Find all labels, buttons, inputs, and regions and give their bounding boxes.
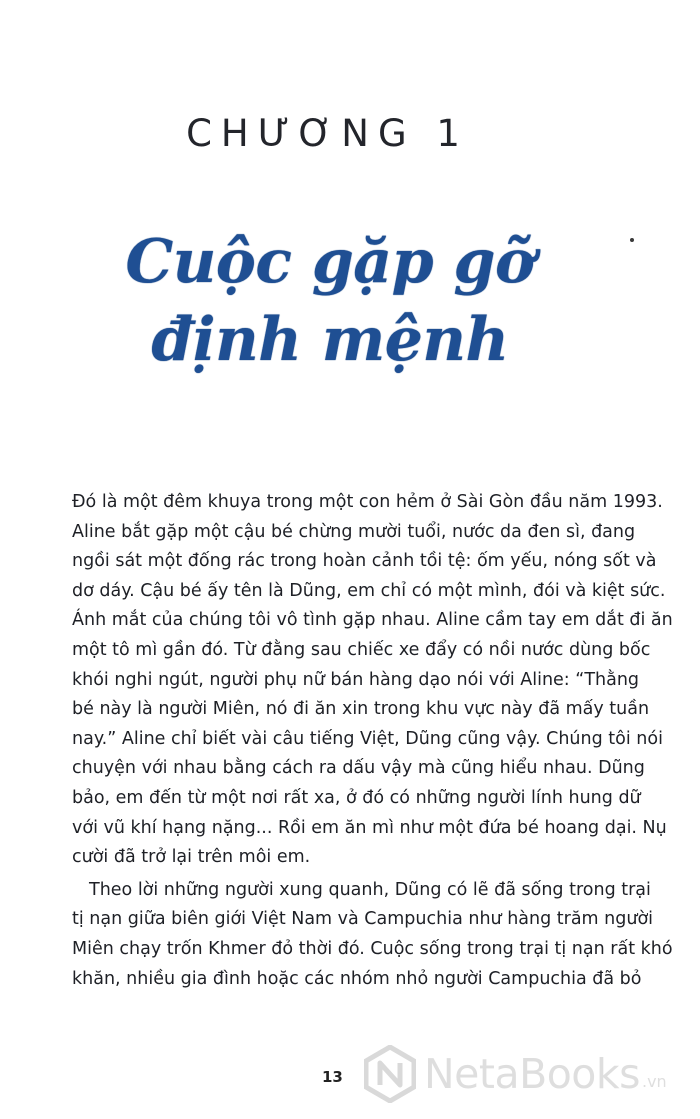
paragraph-2 (72, 876, 673, 994)
text-line: dơ dáy. Cậu bé ấy tên là Dũng, em chỉ có một mình, đói và kiệt sức. (72, 580, 666, 601)
text-line: ngồi sát một đống rác trong hoàn cảnh tồi tệ: ốm yếu, nóng sốt và (72, 551, 657, 572)
text-line: tị nạn giữa biên giới Việt Nam và Campuchia như hàng trăm người (72, 909, 654, 930)
text-line: Aline bắt gặp một cậu bé chừng mười tuổi, nước da đen sì, đang (72, 521, 636, 542)
watermark-suffix: .vn (642, 1071, 667, 1091)
paragraph-1 (72, 488, 673, 873)
text-line: cười đã trở lại trên môi em. (72, 847, 311, 868)
chapter-title (0, 223, 660, 379)
text-line: bé này là người Miên, nó đi ăn xin trong khu vực này đã mấy tuần (72, 699, 650, 720)
body-text (72, 488, 673, 994)
watermark (364, 1043, 667, 1105)
text-line: khói nghi ngút, người phụ nữ bán hàng dạo nói với Aline: “Thằng (72, 669, 640, 690)
text-line: khăn, nhiều gia đình hoặc các nhóm nhỏ người Campuchia đã bỏ (72, 968, 642, 989)
watermark-brand: NetaBooks (424, 1050, 640, 1098)
text-line: Đó là một đêm khuya trong một con hẻm ở Sài Gòn đầu năm 1993. (72, 492, 663, 512)
text-line: Ánh mắt của chúng tôi vô tình gặp nhau. Aline cầm tay em dắt đi ăn (72, 610, 673, 631)
text-line: nay.” Aline chỉ biết vài câu tiếng Việt, Dũng cũng vậy. Chúng tôi nói (72, 728, 663, 749)
text-line: bảo, em đến từ một nơi rất xa, ở đó có những người lính hung dữ (72, 787, 641, 808)
text-line: chuyện với nhau bằng cách ra dấu vậy mà cũng hiểu nhau. Dũng (72, 758, 645, 779)
chapter-title-line: định mệnh (151, 305, 509, 375)
text-line: Theo lời những người xung quanh, Dũng có lẽ đã sống trong trại (89, 879, 651, 900)
page-number: 13 (322, 1068, 343, 1086)
chapter-label: CHƯƠNG 1 (186, 112, 469, 155)
chapter-title-line: Cuộc gặp gỡ (125, 227, 535, 297)
text-line: một tô mì gần đó. Từ đằng sau chiếc xe đẩy có nồi nước dùng bốc (72, 639, 651, 660)
text-line: với vũ khí hạng nặng... Rồi em ăn mì như một đứa bé hoang dại. Nụ (72, 817, 667, 838)
text-line: Miên chạy trốn Khmer đỏ thời đó. Cuộc sống trong trại tị nạn rất khó (72, 938, 673, 959)
netabooks-logo-icon (364, 1045, 416, 1103)
